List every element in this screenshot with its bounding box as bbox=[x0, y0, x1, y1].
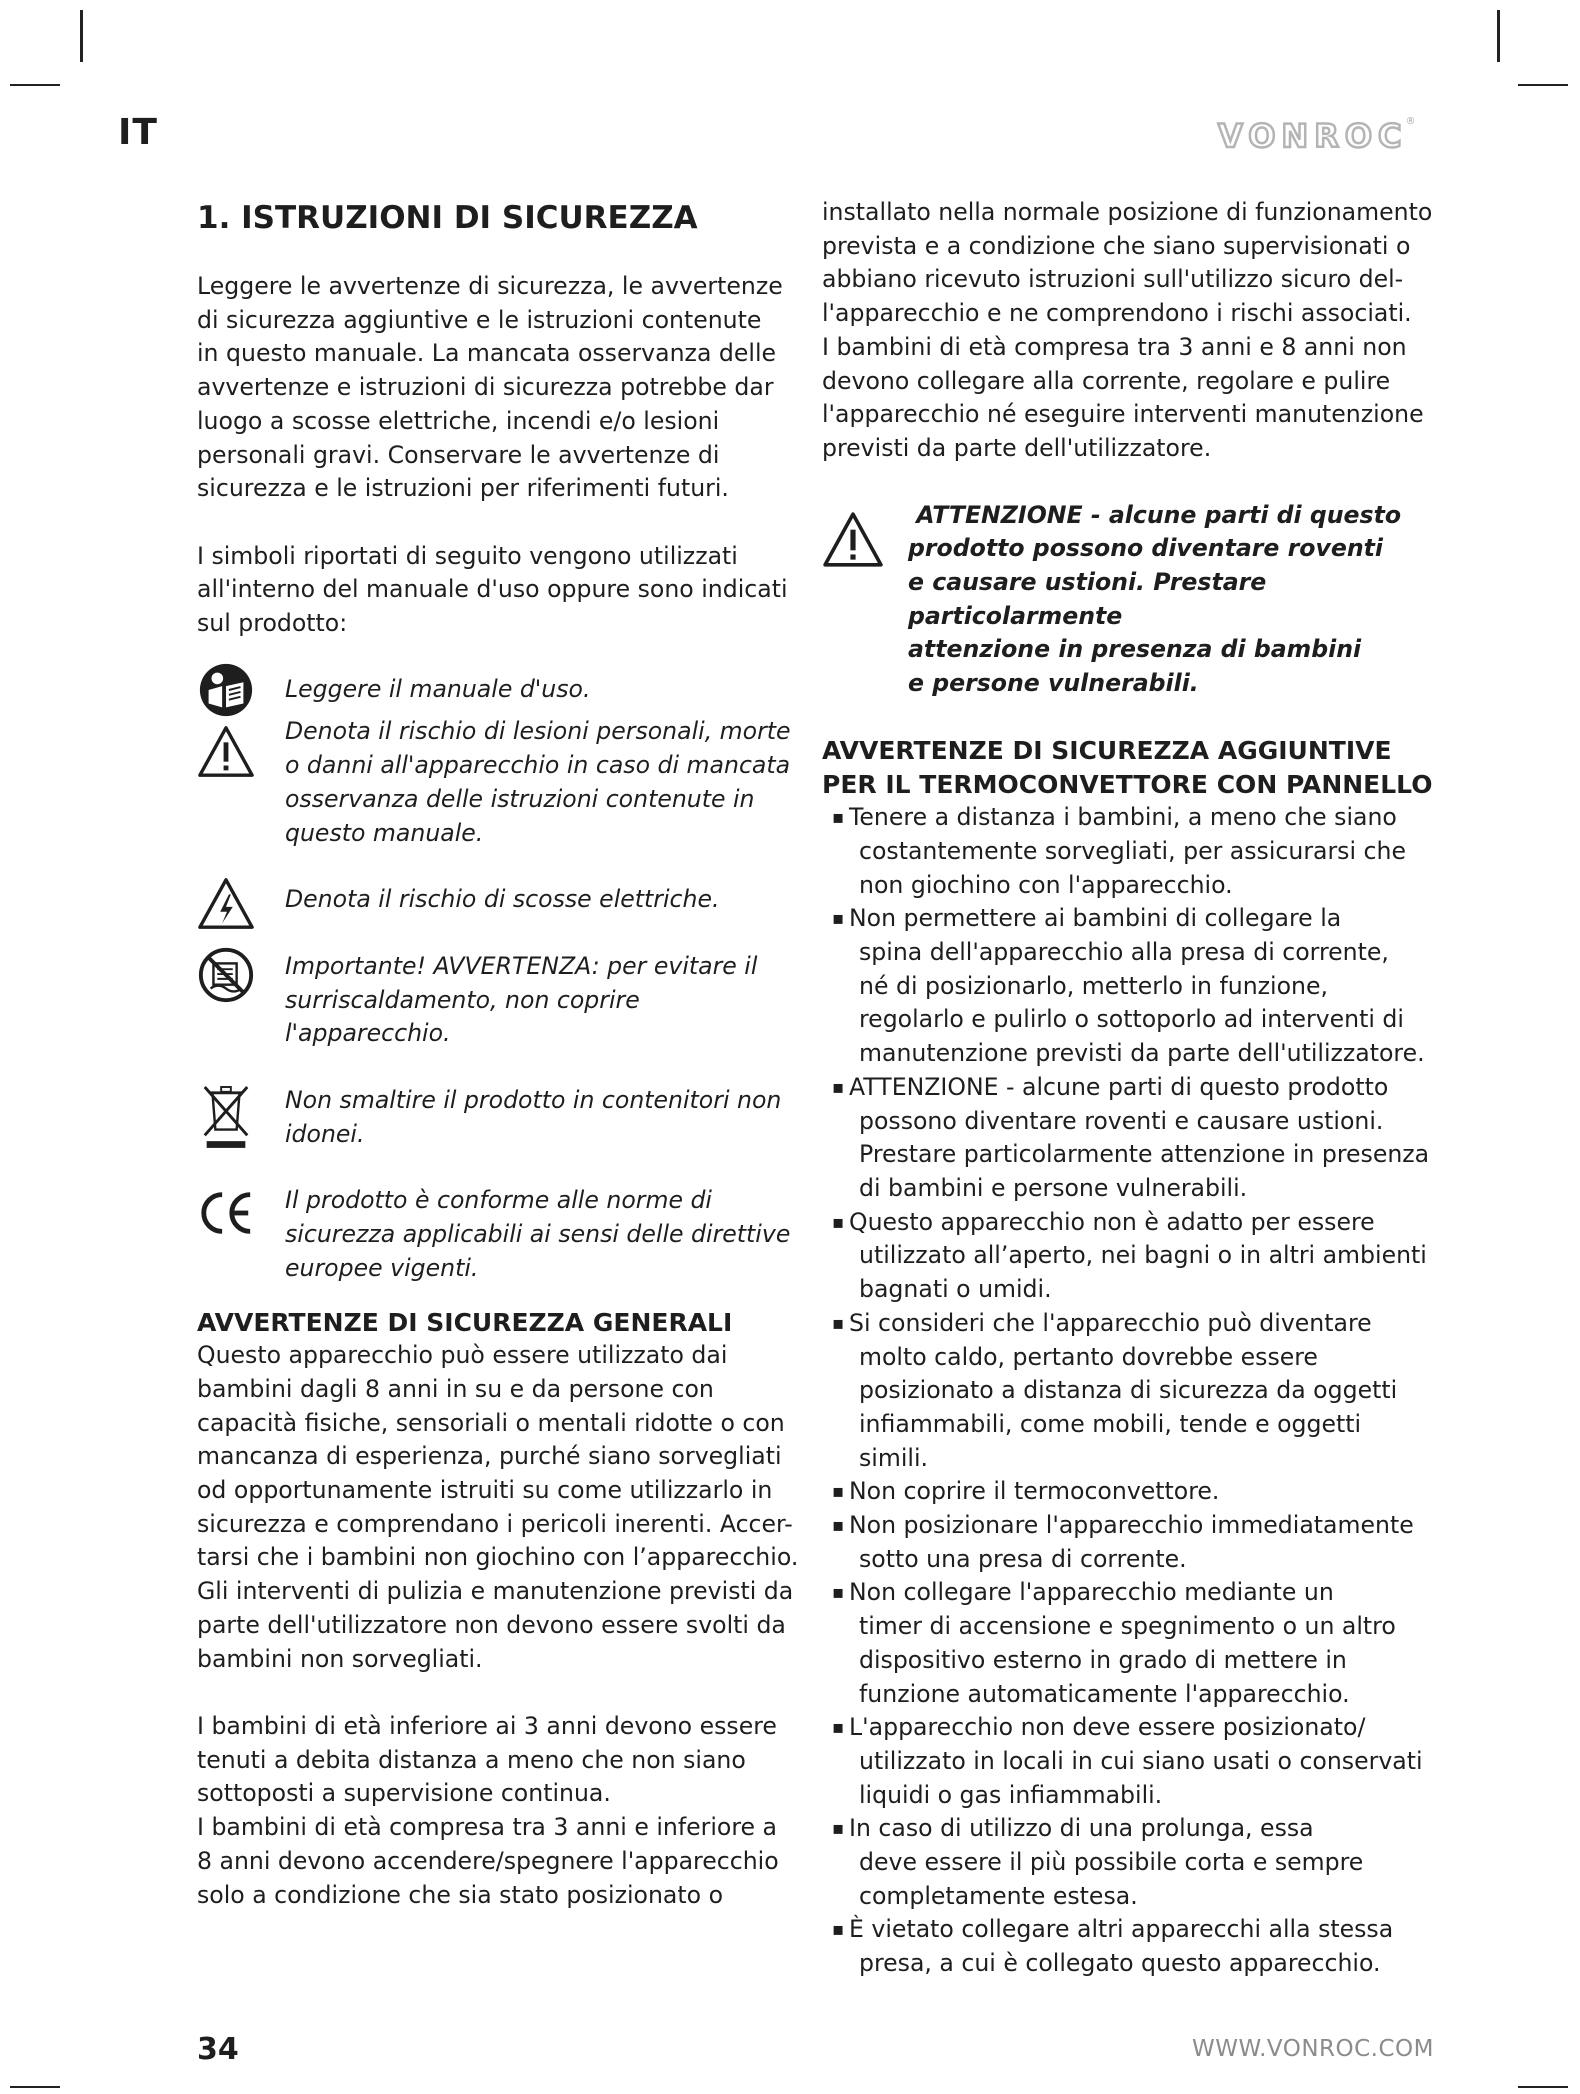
list-item: ▪ Questo apparecchio non è adatto per essere utilizzato all’aperto, nei bagni o in altri ambienti bagnati o umidi. bbox=[832, 1207, 1427, 1304]
bullet-icon: ▪ bbox=[832, 908, 845, 930]
symbol-text: Non smaltire il prodotto in contenitori non bbox=[285, 1086, 782, 1115]
text-line: avvertenze e istruzioni di sicurezza potrebbe dar bbox=[197, 373, 774, 402]
do-not-cover-icon bbox=[197, 946, 255, 1004]
text-line: installato nella normale posizione di funzionamento bbox=[822, 198, 1433, 226]
symbol-text: Importante! AVVERTENZA: per evitare il bbox=[285, 951, 758, 980]
crop-mark bbox=[10, 84, 60, 86]
section-title: 1. ISTRUZIONI DI SICUREZZA bbox=[197, 200, 698, 236]
text-line: parte dell'utilizzatore non devono essere svolti da bbox=[197, 1610, 786, 1639]
children-paragraph bbox=[197, 1710, 803, 1912]
symbols-intro bbox=[197, 540, 803, 641]
attention-line: ATTENZIONE - alcune parti di questo bbox=[908, 500, 1402, 529]
text-line: I bambini di età compresa tra 3 anni e 8 anni non bbox=[822, 332, 1407, 361]
text-line: Questo apparecchio può essere utilizzato dai bbox=[197, 1341, 728, 1370]
list-item: ▪ L'apparecchio non deve essere posizionato/ utilizzato in locali in cui siano usati o conservati liquidi o gas infiammabili. bbox=[832, 1713, 1423, 1809]
symbol-text: surriscaldamento, non coprire l'apparecchio. bbox=[285, 985, 640, 1048]
crop-mark bbox=[10, 2086, 60, 2088]
attention-line: attenzione in presenza di bambini bbox=[908, 635, 1362, 664]
text-line: I bambini di età compresa tra 3 anni e inferiore a bbox=[197, 1813, 778, 1842]
symbol-text: idonei. bbox=[285, 1119, 365, 1148]
bullet-icon: ▪ bbox=[832, 1919, 845, 1941]
language-code: IT bbox=[118, 112, 158, 153]
bullet-icon: ▪ bbox=[832, 1312, 845, 1334]
brand-logo bbox=[1218, 116, 1416, 156]
bullet-icon: ▪ bbox=[832, 1481, 845, 1503]
list-item: ▪ Non permettere ai bambini di collegare la spina dell'apparecchio alla presa di corrente, né di posizionarlo, metterlo in funzione, regolarlo e pulirlo o sottoporlo ad interventi di manutenzione previsti da parte dell'utilizzatore. bbox=[832, 904, 1425, 1068]
attention-line: prodotto possono diventare roventi bbox=[908, 534, 1384, 563]
text-line: 8 anni devono accendere/spegnere l'apparecchio bbox=[197, 1846, 779, 1875]
bullet-icon: ▪ bbox=[832, 1717, 845, 1739]
symbol-read-manual bbox=[197, 661, 803, 707]
right-column bbox=[822, 196, 1434, 1981]
text-line: luogo a scosse elettriche, incendi e/o lesioni bbox=[197, 406, 720, 435]
bullet-icon: ▪ bbox=[832, 1582, 845, 1604]
list-item: ▪ In caso di utilizzo di una prolunga, essa deve essere il più possibile corta e sempre completamente estesa. bbox=[832, 1814, 1364, 1910]
warning-icon bbox=[197, 723, 255, 781]
page-number: 34 bbox=[197, 2032, 239, 2067]
text-line: personali gravi. Conservare le avvertenze di bbox=[197, 440, 720, 469]
bullet-icon: ▪ bbox=[832, 1076, 845, 1098]
list-item: ▪ Non posizionare l'apparecchio immediatamente sotto una presa di corrente. bbox=[832, 1511, 1414, 1573]
text-line: tenuti a debita distanza a meno che non siano bbox=[197, 1745, 746, 1774]
symbol-ce-mark bbox=[197, 1184, 803, 1285]
symbol-warning bbox=[197, 715, 803, 850]
text-line: l'apparecchio e ne comprendono i rischi associati. bbox=[822, 299, 1412, 328]
symbol-text: Denota il rischio di lesioni personali, morte bbox=[285, 717, 791, 746]
list-item: ▪ È vietato collegare altri apparecchi alla stessa presa, a cui è collegato questo apparecchio. bbox=[832, 1915, 1394, 1978]
text-line: sul prodotto: bbox=[197, 609, 348, 638]
ce-mark-icon bbox=[197, 1188, 255, 1238]
text-line: all'interno del manuale d'uso oppure sono indicati bbox=[197, 575, 788, 604]
heading-line: PER IL TERMOCONVETTORE CON PANNELLO bbox=[822, 769, 1433, 799]
symbol-do-not-cover bbox=[197, 950, 803, 1051]
text-line: sottoposti a supervisione continua. bbox=[197, 1779, 611, 1808]
symbol-text: Denota il rischio di scosse elettriche. bbox=[285, 885, 720, 914]
symbol-text: europee vigenti. bbox=[285, 1253, 479, 1282]
list-item: ▪ ATTENZIONE - alcune parti di questo prodotto possono diventare roventi e causare ustioni. Prestare particolarmente attenzione in presenza di bambini e persone vulnerabili. bbox=[832, 1072, 1430, 1202]
attention-line: e causare ustioni. Prestare particolarmente bbox=[908, 568, 1267, 630]
bullet-list bbox=[822, 801, 1434, 1981]
continued-paragraph bbox=[822, 196, 1434, 466]
additional-heading bbox=[822, 734, 1434, 801]
text-line: Gli interventi di pulizia e manutenzione previsti da bbox=[197, 1577, 794, 1606]
list-item: ▪ Non collegare l'apparecchio mediante un timer di accensione e spegnimento o un altro dispositivo esterno in grado di mettere in funzione automaticamente l'apparecchio. bbox=[832, 1578, 1396, 1708]
symbol-text: questo manuale. bbox=[285, 818, 484, 847]
heading-line: AVVERTENZE DI SICUREZZA AGGIUNTIVE bbox=[822, 735, 1392, 765]
symbol-crossed-bin bbox=[197, 1084, 803, 1151]
text-line: sicurezza e le istruzioni per riferimenti futuri. bbox=[197, 474, 729, 503]
text-line: in questo manuale. La mancata osservanza delle bbox=[197, 339, 777, 368]
warning-icon bbox=[822, 509, 884, 571]
bullet-icon: ▪ bbox=[832, 807, 845, 829]
text-line: bambini dagli 8 anni in su e da persone con bbox=[197, 1374, 714, 1403]
text-line: capacità fisiche, sensoriali o mentali ridotte o con bbox=[197, 1408, 785, 1437]
list-item: ▪ Tenere a distanza i bambini, a meno che siano costantemente sorvegliati, per assicurarsi che non giochino con l'apparecchio. bbox=[832, 803, 1406, 899]
website-link[interactable]: WWW.VONROC.COM bbox=[1192, 2036, 1434, 2062]
text-line: di sicurezza aggiuntive e le istruzioni contenute bbox=[197, 305, 762, 334]
text-line: l'apparecchio né eseguire interventi manutenzione bbox=[822, 400, 1424, 429]
symbol-text: sicurezza applicabili ai sensi delle direttive bbox=[285, 1220, 791, 1249]
crossed-bin-icon bbox=[197, 1080, 255, 1152]
crop-mark bbox=[1518, 2086, 1568, 2088]
crop-mark bbox=[1497, 10, 1500, 62]
text-line: tarsi che i bambini non giochino con l’apparecchio. bbox=[197, 1543, 799, 1572]
brand-name: VONROC bbox=[1218, 117, 1408, 155]
text-line: Leggere le avvertenze di sicurezza, le avvertenze bbox=[197, 272, 783, 300]
text-line: devono collegare alla corrente, regolare e pulire bbox=[822, 366, 1391, 395]
text-line: prevista e a condizione che siano supervisionati o bbox=[822, 231, 1411, 260]
text-line: previsti da parte dell'utilizzatore. bbox=[822, 433, 1212, 462]
text-line: I bambini di età inferiore ai 3 anni devono essere bbox=[197, 1711, 777, 1740]
general-heading: AVVERTENZE DI SICUREZZA GENERALI bbox=[197, 1307, 733, 1337]
attention-line: e persone vulnerabili. bbox=[908, 669, 1199, 698]
text-line: abbiano ricevuto istruzioni sull'utilizzo sicuro del- bbox=[822, 265, 1404, 294]
list-item: ▪ Si consideri che l'apparecchio può diventare molto caldo, pertanto dovrebbe essere posizionato a distanza di sicurezza da oggetti infiammabili, come mobili, tende e oggetti simili. bbox=[832, 1308, 1398, 1472]
symbol-text: Il prodotto è conforme alle norme di bbox=[285, 1186, 712, 1215]
text-line: od opportunamente istruiti su come utilizzarlo in bbox=[197, 1476, 773, 1505]
text-line: solo a condizione che sia stato posizionato o bbox=[197, 1880, 724, 1909]
text-line: sicurezza e comprendano i pericoli inerenti. Accer- bbox=[197, 1509, 793, 1538]
read-manual-icon bbox=[197, 661, 255, 719]
symbol-text: Leggere il manuale d'uso. bbox=[285, 674, 591, 703]
brand-trademark: ® bbox=[1405, 116, 1416, 127]
text-line: bambini non sorvegliati. bbox=[197, 1644, 483, 1673]
text-line: mancanza di esperienza, purché siano sorvegliati bbox=[197, 1442, 782, 1471]
bullet-icon: ▪ bbox=[832, 1211, 845, 1233]
left-column bbox=[197, 196, 803, 1912]
crop-mark bbox=[1518, 84, 1568, 86]
intro-paragraph bbox=[197, 270, 803, 506]
crop-mark bbox=[80, 10, 83, 62]
symbol-electric-shock bbox=[197, 883, 803, 917]
text-line: I simboli riportati di seguito vengono utilizzati bbox=[197, 541, 738, 570]
list-item: ▪ Non coprire il termoconvettore. bbox=[822, 1475, 1434, 1509]
attention-box bbox=[822, 499, 1434, 701]
bullet-icon: ▪ bbox=[832, 1515, 845, 1537]
bullet-icon: ▪ bbox=[832, 1818, 845, 1840]
symbol-text: osservanza delle istruzioni contenute in bbox=[285, 784, 755, 813]
symbol-text: o danni all'apparecchio in caso di mancata bbox=[285, 751, 791, 780]
general-paragraph bbox=[197, 1339, 803, 1676]
electric-shock-icon bbox=[197, 875, 255, 933]
